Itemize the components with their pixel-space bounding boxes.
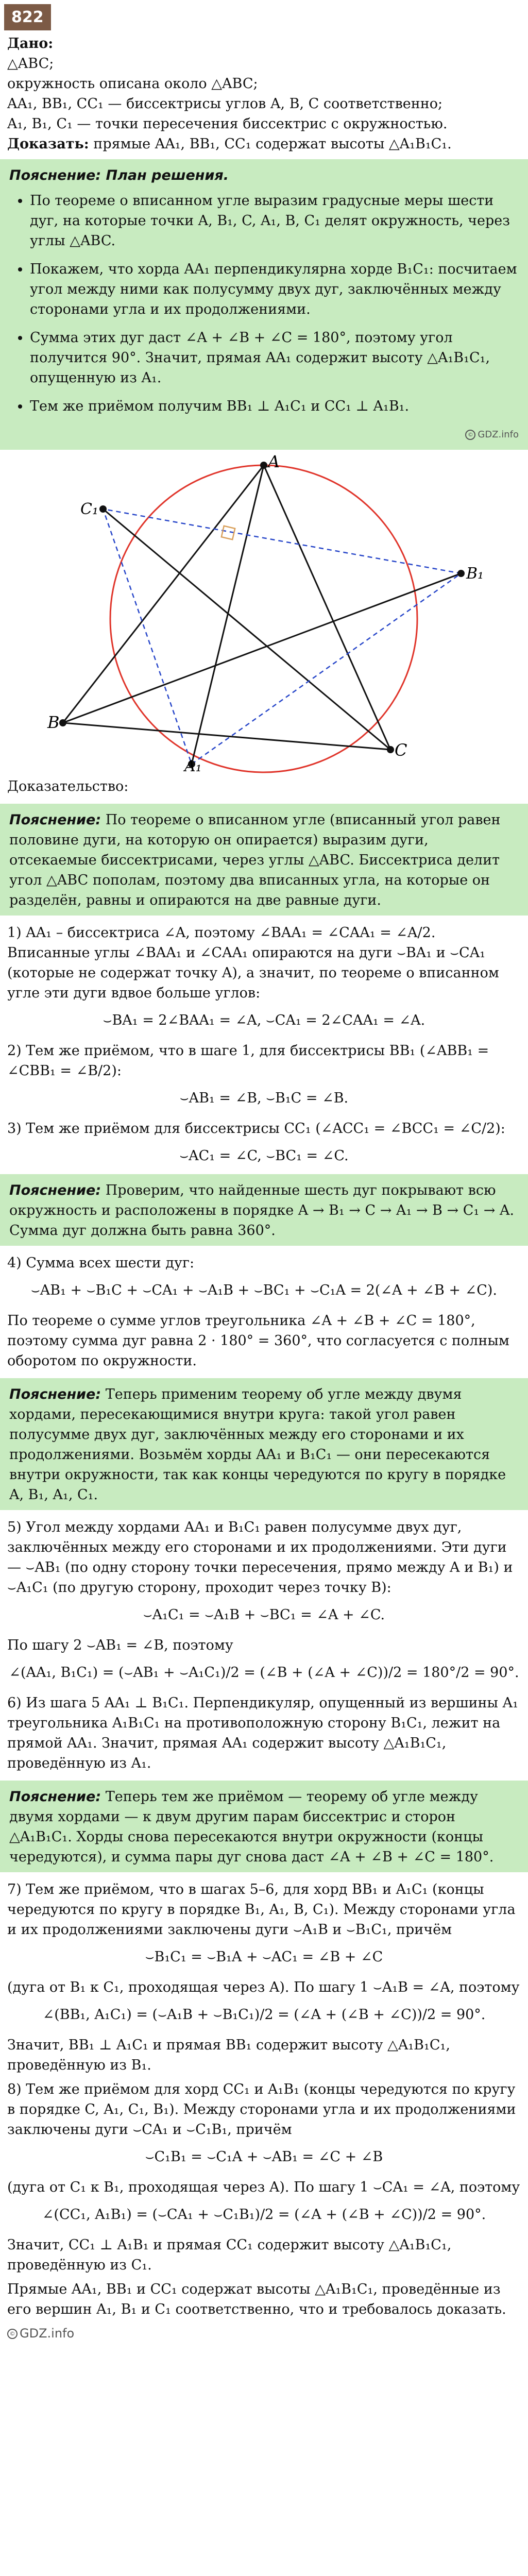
explanation-label: Пояснение:	[9, 1386, 101, 1402]
equation: ⌣AB₁ + ⌣B₁C + ⌣CA₁ + ⌣A₁B + ⌣BC₁ + ⌣C₁A = 2(∠A + ∠B + ∠C).	[30, 1282, 498, 1298]
given-heading: Дано:	[7, 36, 54, 52]
label-a1: A₁	[184, 757, 202, 774]
proof-paragraph: (дуга от B₁ к C₁, проходящая через A). По шагу 1 ⌣A₁B = ∠A, поэтому	[7, 1979, 520, 1995]
proof-paragraph: 3) Тем же приёмом для биссектрисы CC₁ (∠ACC₁ = ∠BCC₁ = ∠C/2):	[7, 1121, 505, 1137]
explanation-label: Пояснение:	[9, 1182, 101, 1198]
label-b1: B₁	[466, 565, 484, 583]
explanation-text: Теперь применим теорему об угле между двумя хордами, пересекающимися внутри круга: такой угол равен полусумме двух дуг, заключённых между его сторонами и их продолжениями. Возьмём хорды AA₁ и B₁C₁ — они пересекаются внутри окружности, так как концы чередуются по кругу в порядке A, B₁, A₁, C₁.	[9, 1386, 506, 1503]
plan-item: • Сумма этих дуг даст ∠A + ∠B + ∠C = 180°, поэтому угол получится 90°. Значит, прямая AA₁ содержит высоту △A₁B₁C₁, опущенную из A₁.	[30, 328, 519, 388]
plan-list	[9, 191, 519, 416]
footer: © GDZ.info	[0, 2321, 528, 2346]
proof-heading: Доказательство:	[7, 778, 129, 794]
equation: ∠(BB₁, A₁C₁) = (⌣A₁B + ⌣B₁C₁)/2 = (∠A + (∠B + ∠C))/2 = 90°.	[42, 2007, 486, 2023]
proof-paragraph: 6) Из шага 5 AA₁ ⊥ B₁C₁. Перпендикуляр, опущенный из вершины A₁ треугольника A₁B₁C₁ на противоположную сторону B₁C₁, лежит на прямой AA₁. Значит, прямая AA₁ содержит высоту △A₁B₁C₁, проведённую из A₁.	[7, 1695, 518, 1771]
given-line: △ABC;	[7, 56, 54, 72]
gdz-logo-icon: ©	[7, 2329, 18, 2339]
proof-paragraph: (дуга от C₁ к B₁, проходящая через A). По шагу 1 ⌣CA₁ = ∠A, поэтому	[7, 2179, 520, 2195]
gdz-logo-icon: ©	[465, 430, 475, 440]
explanation-box	[0, 1174, 528, 1246]
equation: ⌣A₁C₁ = ⌣A₁B + ⌣BC₁ = ∠A + ∠C.	[143, 1607, 385, 1623]
explanation-box	[0, 1781, 528, 1872]
proof-paragraph: По теореме о сумме углов треугольника ∠A + ∠B + ∠C = 180°, поэтому сумма дуг равна 2 · 180° = 360°, что согласуется с полным оборотом по окружности.	[7, 1313, 509, 1369]
explanation-text: Теперь тем же приёмом — теорему об угле между двумя хордами — к двум другим парам биссектрис и сторон △A₁B₁C₁. Хорды снова пересекаются внутри окружности (концы чередуются), и сумма пары дуг снова даст ∠A + ∠B + ∠C = 180°.	[9, 1789, 494, 1865]
explanation-text: Проверим, что найденные шесть дуг покрывают всю окружность и расположены в порядке A → B₁ → C → A₁ → B → C₁ → A. Сумма дуг должна быть равна 360°.	[9, 1182, 515, 1239]
bisector-cc1	[103, 509, 390, 750]
proof-paragraph: Прямые AA₁, BB₁ и CC₁ содержат высоты △A₁B₁C₁, проведённые из его вершин A₁, B₁ и C₁ соответственно, что и требовалось доказать.	[7, 2281, 506, 2317]
point-c	[387, 746, 394, 753]
explanation-box	[0, 1378, 528, 1510]
explanation-text: По теореме о вписанном угле (вписанный угол равен половине дуги, на которую он опирается) выразим дуги, отсекаемые биссектрисами, через углы △ABC. Биссектриса делит угол △ABC пополам, поэтому два вписанных угла, на которые он разделён, равны и опираются на две равные дуги.	[9, 812, 501, 908]
equation: ∠(CC₁, A₁B₁) = (⌣CA₁ + ⌣C₁B₁)/2 = (∠A + (∠B + ∠C))/2 = 90°.	[42, 2207, 486, 2223]
figure-svg	[0, 455, 528, 774]
proof-paragraph: По шагу 2 ⌣AB₁ = ∠B, поэтому	[7, 1637, 233, 1653]
label-c: C	[395, 740, 407, 760]
equation: ⌣BA₁ = 2∠BAA₁ = ∠A, ⌣CA₁ = 2∠CAA₁ = ∠A.	[103, 1012, 425, 1028]
proof-paragraph: 8) Тем же приёмом для хорд CC₁ и A₁B₁ (концы чередуются по кругу в порядке C, A₁, C₁, B₁). Между сторонами угла и их продолжениями заключены дуги ⌣CA₁ и ⌣C₁B₁, причём	[7, 2081, 516, 2138]
label-a: A	[268, 455, 280, 471]
equation: ⌣C₁B₁ = ⌣C₁A + ⌣AB₁ = ∠C + ∠B	[145, 2149, 383, 2165]
explanation-label: Пояснение:	[9, 1789, 101, 1805]
bisector-aa1	[192, 465, 264, 764]
proof-paragraph: Значит, CC₁ ⊥ A₁B₁ и прямая CC₁ содержит высоту △A₁B₁C₁, проведённую из C₁.	[7, 2237, 452, 2273]
geometry-figure	[0, 455, 528, 774]
point-a	[260, 462, 267, 469]
given-line: окружность описана около △ABC;	[7, 76, 258, 92]
prove-line	[7, 134, 521, 154]
proof-paragraph: 1) AA₁ – биссектриса ∠A, поэтому ∠BAA₁ = ∠CAA₁ = ∠A/2. Вписанные углы ∠BAA₁ и ∠CAA₁ опираются на дуги ⌣BA₁ и ⌣CA₁ (которые не содержат точку A), а значит, по теореме о вписанном угле эти дуги вдвое больше углов:	[7, 925, 499, 1001]
triangle-abc	[63, 465, 390, 750]
prove-label: Доказать:	[7, 136, 89, 152]
explanation-box	[0, 804, 528, 916]
bisector-bb1	[63, 573, 461, 723]
given-block	[0, 30, 528, 154]
prove-text: прямые AA₁, BB₁, CC₁ содержат высоты △A₁B₁C₁.	[93, 136, 452, 152]
point-b	[59, 719, 66, 726]
point-b1	[457, 570, 465, 577]
given-line: AA₁, BB₁, CC₁ — биссектрисы углов A, B, C соответственно;	[7, 96, 443, 112]
point-c1	[99, 505, 107, 513]
triangle-a1b1c1	[103, 509, 461, 764]
equation: ⌣B₁C₁ = ⌣B₁A + ⌣AC₁ = ∠B + ∠C	[145, 1949, 383, 1965]
proof-paragraph: Значит, BB₁ ⊥ A₁C₁ и прямая BB₁ содержит высоту △A₁B₁C₁, проведённую из B₁.	[7, 2037, 450, 2073]
equation: ∠(AA₁, B₁C₁) = (⌣AB₁ + ⌣A₁C₁)/2 = (∠B + (∠A + ∠C))/2 = 180°/2 = 90°.	[9, 1665, 519, 1681]
proof-paragraph: 2) Тем же приёмом, что в шаге 1, для биссектрисы BB₁ (∠ABB₁ = ∠CBB₁ = ∠B/2):	[7, 1043, 489, 1079]
equation: ⌣AC₁ = ∠C, ⌣BC₁ = ∠C.	[179, 1148, 349, 1164]
plan-item: • Покажем, что хорда AA₁ перпендикулярна хорде B₁C₁: посчитаем угол между ними как полусумму двух дуг, заключённых между сторонами угла и их продолжениями.	[30, 259, 519, 319]
label-c1: C₁	[80, 500, 98, 518]
explanation-label: Пояснение:	[9, 812, 101, 828]
problem-number: 822	[4, 4, 51, 30]
proof-paragraph: 7) Тем же приёмом, что в шагах 5–6, для хорд BB₁ и A₁C₁ (концы чередуются по кругу в порядке B₁, A₁, B, C₁). Между сторонами угла и их продолжениями заключены дуги ⌣A₁B и ⌣B₁C₁, причём	[7, 1882, 516, 1938]
proof-paragraph: 4) Сумма всех шести дуг:	[7, 1255, 195, 1271]
circumcircle	[110, 465, 417, 772]
given-line: A₁, B₁, C₁ — точки пересечения биссектрис с окружностью.	[7, 116, 448, 132]
watermark: © GDZ.info	[9, 425, 519, 445]
equation: ⌣AB₁ = ∠B, ⌣B₁C = ∠B.	[179, 1090, 349, 1106]
plan-box	[0, 159, 528, 450]
label-b: B	[47, 713, 60, 732]
plan-item: • По теореме о вписанном угле выразим градусные меры шести дуг, на которые точки A, B₁, C, A₁, B, C₁ делят окружность, через углы △ABC.	[30, 191, 519, 251]
proof-sections	[0, 804, 528, 2321]
plan-item: • Тем же приёмом получим BB₁ ⊥ A₁C₁ и CC₁ ⊥ A₁B₁.	[30, 396, 519, 416]
proof-paragraph: 5) Угол между хордами AA₁ и B₁C₁ равен полусумме двух дуг, заключённых между его сторонами и их продолжениями. Эти дуги — ⌣AB₁ (по одну сторону точки пересечения, прямо между A и B₁) и ⌣A₁C₁ (по другую сторону, проходит через точку B):	[7, 1519, 513, 1596]
plan-heading: Пояснение: План решения.	[9, 167, 229, 183]
